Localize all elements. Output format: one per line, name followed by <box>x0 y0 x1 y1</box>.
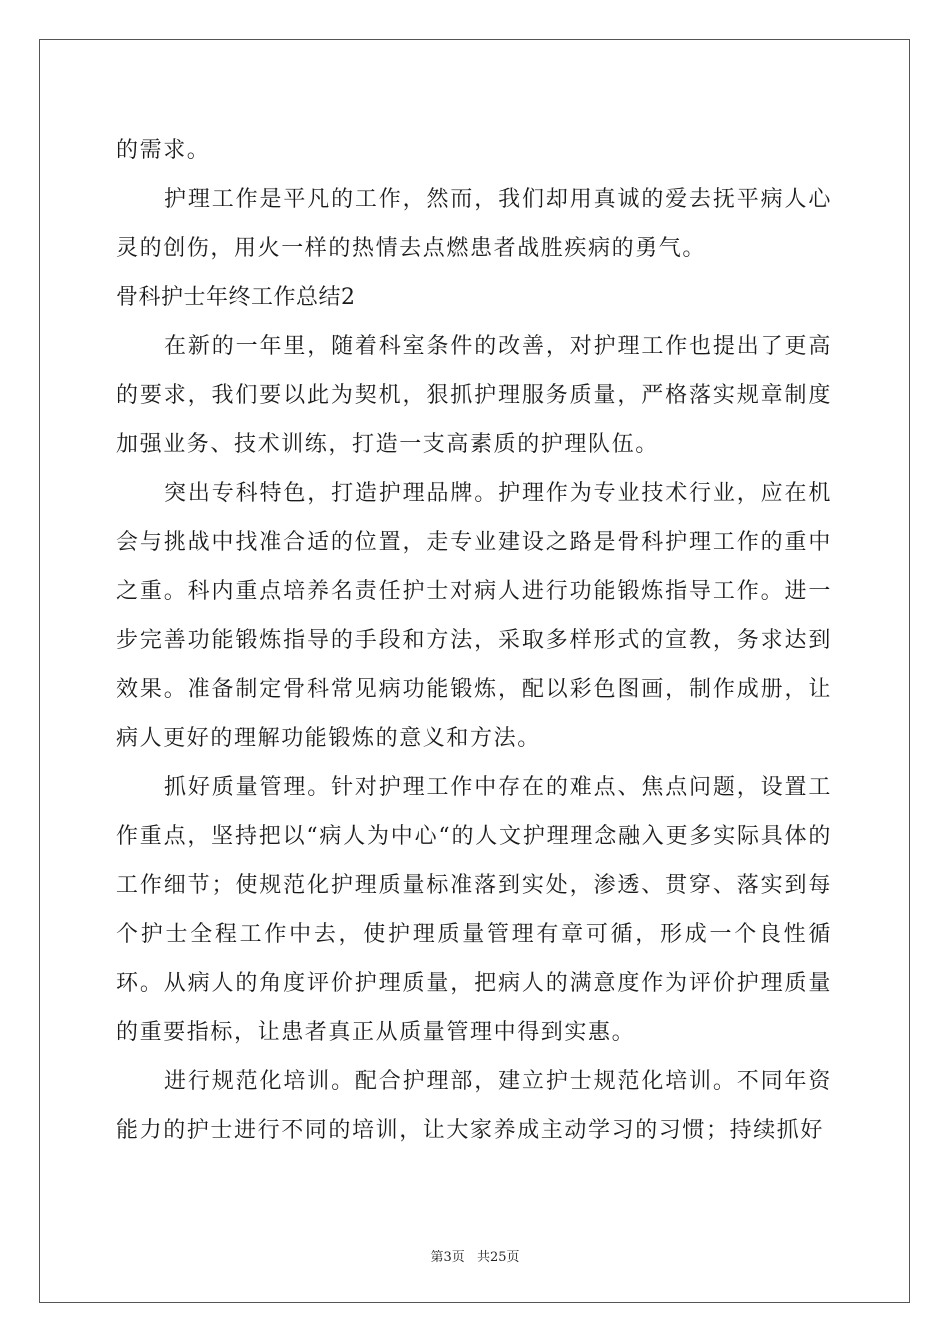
paragraph-nursing-work: 护理工作是平凡的工作，然而，我们却用真诚的爱去抚平病人心灵的创伤，用火一样的热情去点燃患者战胜疾病的勇气。 <box>116 187 832 261</box>
paragraph-specialty: 突出专科特色，打造护理品牌。护理作为专业技术行业，应在机会与挑战中找准合适的位置，走专业建设之路是骨科护理工作的重中之重。科内重点培养名责任护士对病人进行功能锻炼指导工作。进一步完善功能锻炼指导的手段和方法，采取多样形式的宣教，务求达到效果。准备制定骨科常见病功能锻炼，配以彩色图画，制作成册，让病人更好的理解功能锻炼的意义和方法。 <box>116 481 832 751</box>
document-body <box>116 126 832 1155</box>
page-footer <box>0 1246 950 1265</box>
paragraph-new-year: 在新的一年里，随着科室条件的改善，对护理工作也提出了更高的要求，我们要以此为契机，狠抓护理服务质量，严格落实规章制度加强业务、技术训练，打造一支高素质的护理队伍。 <box>116 334 832 457</box>
page-total: 共25页 <box>476 1250 520 1265</box>
paragraph-quality: 抓好质量管理。针对护理工作中存在的难点、焦点问题，设置工作重点，坚持把以“病人为中心“的人文护理理念融入更多实际具体的工作细节；使规范化护理质量标准落到实处，渗透、贯穿、落实到每个护士全程工作中去，使护理质量管理有章可循，形成一个良性循环。从病人的角度评价护理质量，把病人的满意度作为评价护理质量的重要指标，让患者真正从质量管理中得到实惠。 <box>116 775 832 1045</box>
paragraph-training: 进行规范化培训。配合护理部，建立护士规范化培训。不同年资能力的护士进行不同的培训，让大家养成主动学习的习惯；持续抓好 <box>116 1069 832 1143</box>
paragraph-continuation: 的需求。 <box>116 138 211 163</box>
section-heading: 骨科护士年终工作总结2 <box>116 285 356 310</box>
page-number: 第3页 <box>430 1250 465 1265</box>
